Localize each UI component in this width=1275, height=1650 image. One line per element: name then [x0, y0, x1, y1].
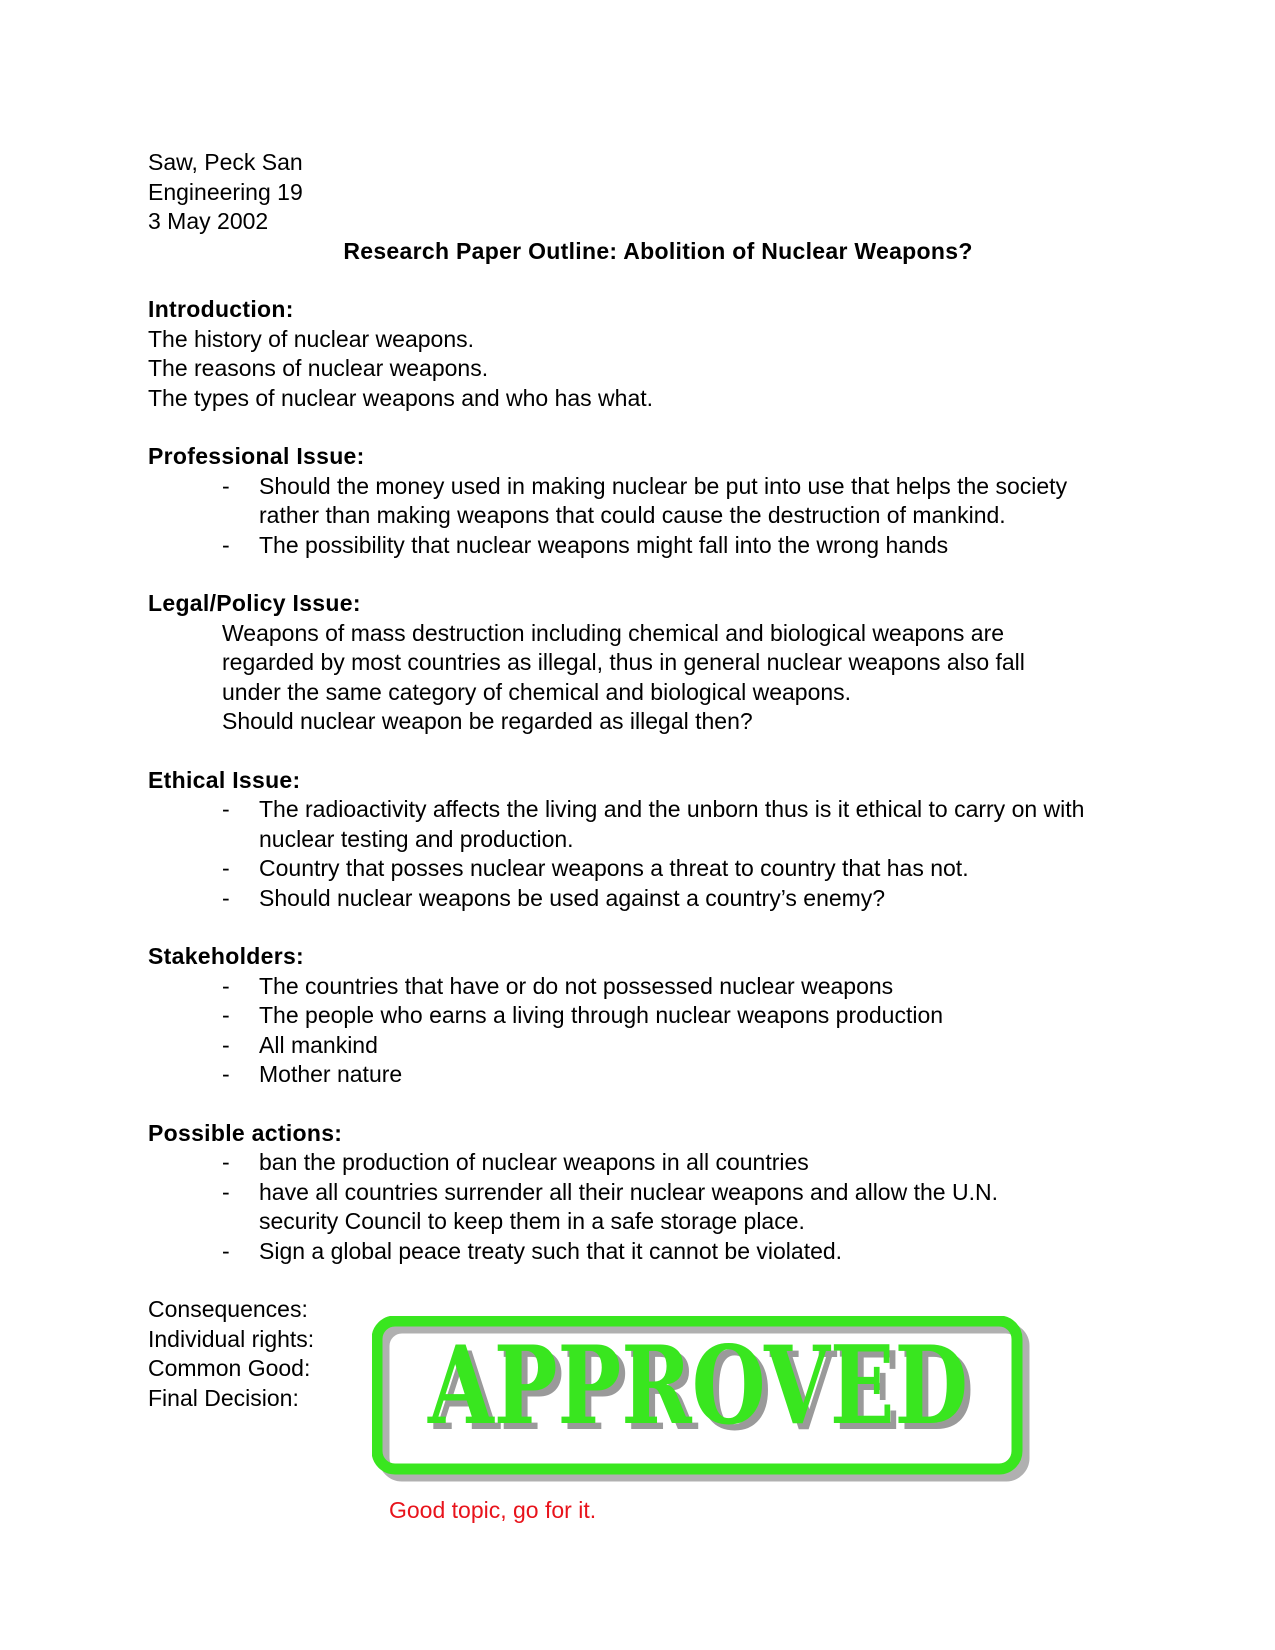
- list-item: - Should nuclear weapons be used against a country’s enemy?: [222, 884, 886, 911]
- list-item: - The possibility that nuclear weapons might fall into the wrong hands: [222, 531, 949, 558]
- stakeholders-list: [148, 972, 1128, 1090]
- professional-issue-list: [148, 472, 1128, 561]
- ethical-issue-list: [148, 795, 1128, 913]
- list-item: - The radioactivity affects the living and the unborn thus is it ethical to carry on with nuclear testing and production.: [222, 796, 1085, 852]
- professional-issue-heading: Professional Issue:: [148, 443, 365, 469]
- document-date: 3 May 2002: [148, 208, 269, 234]
- list-item: - Country that posses nuclear weapons a threat to country that has not.: [222, 855, 969, 881]
- document-title: Research Paper Outline: Abolition of Nuclear Weapons?: [343, 237, 973, 264]
- final-decision-label: Final Decision:: [148, 1384, 299, 1411]
- consequences-label: Consequences:: [148, 1296, 308, 1322]
- course-name: Engineering 19: [148, 178, 303, 205]
- outline-body: [148, 148, 1128, 1413]
- list-item: - Should the money used in making nuclear be put into use that helps the society rather than making weapons that could cause the destruction of mankind.: [222, 472, 1068, 528]
- stamp-text-shadow: APPROVED: [433, 1329, 974, 1455]
- list-item: - Mother nature: [222, 1061, 403, 1087]
- list-item: - ban the production of nuclear weapons in all countries: [222, 1149, 809, 1175]
- list-item: - Sign a global peace treaty such that it cannot be violated.: [222, 1237, 843, 1264]
- individual-rights-label: Individual rights:: [148, 1325, 315, 1352]
- approved-stamp: [372, 1316, 1032, 1484]
- stakeholders-heading: Stakeholders:: [148, 943, 305, 969]
- list-item: - have all countries surrender all their nuclear weapons and allow the U.N. security Council to keep them in a safe storage place.: [222, 1178, 998, 1234]
- introduction-line: The types of nuclear weapons and who has what.: [148, 384, 654, 411]
- stamp-text: APPROVED: [427, 1323, 968, 1449]
- list-item: - The countries that have or do not possessed nuclear weapons: [222, 972, 894, 999]
- legal-policy-issue-heading: Legal/Policy Issue:: [148, 590, 361, 616]
- possible-actions-heading: Possible actions:: [148, 1119, 343, 1146]
- ethical-issue-heading: Ethical Issue:: [148, 766, 301, 793]
- approval-note: Good topic, go for it.: [389, 1497, 597, 1523]
- list-item: - The people who earns a living through nuclear weapons production: [222, 1002, 944, 1028]
- author-name: Saw, Peck San: [148, 149, 303, 175]
- common-good-label: Common Good:: [148, 1355, 311, 1381]
- introduction-line: The history of nuclear weapons.: [148, 325, 475, 352]
- list-item: - All mankind: [222, 1031, 378, 1058]
- possible-actions-list: [148, 1148, 1128, 1266]
- legal-policy-paragraph: Weapons of mass destruction including chemical and biological weapons are regarded by most countries as illegal, thus in general nuclear weapons also fall under the same category of chemical and biological weapons. Should nuclear weapon be regarded as illegal then?: [148, 619, 1128, 737]
- introduction-line: The reasons of nuclear weapons.: [148, 355, 489, 381]
- introduction-heading: Introduction:: [148, 296, 294, 322]
- legal-policy-question: Should nuclear weapon be regarded as illegal then?: [222, 708, 753, 734]
